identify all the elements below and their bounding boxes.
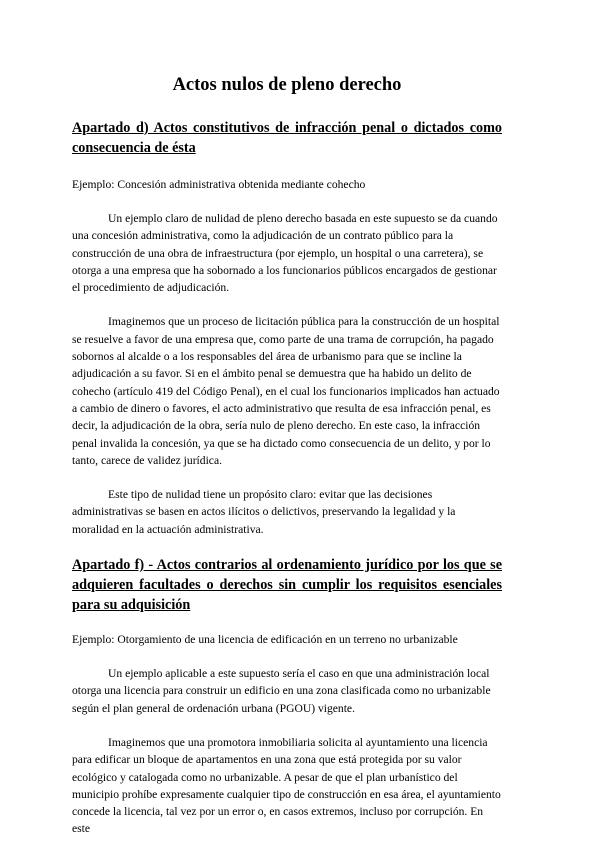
section-apartado-f — [72, 555, 502, 838]
paragraph: Un ejemplo aplicable a este supuesto sería el caso en que una administración local otorga una licencia para construir un edificio en una zona clasificada como no urbanizable según el plan general de ordenación urbana (PGOU) vigente. — [72, 667, 491, 715]
example-line: Ejemplo: Otorgamiento de una licencia de edificación en un terreno no urbanizable — [72, 633, 458, 647]
section-apartado-d — [72, 118, 502, 538]
section-heading: Apartado f) - Actos contrarios al ordenamiento jurídico por los que se adquieren facultades o derechos sin cumplir los requisitos esenciales para su adquisición — [72, 557, 502, 614]
example-line: Ejemplo: Concesión administrativa obtenida mediante cohecho — [72, 178, 366, 191]
paragraph: Este tipo de nulidad tiene un propósito claro: evitar que las decisiones administrativas se basen en actos ilícitos o delictivos, preservando la legalidad y la moralidad en la actuación administrativa. — [72, 488, 456, 536]
paragraph: Imaginemos que un proceso de licitación pública para la construcción de un hospital se resuelve a favor de una empresa que, como parte de una trama de corrupción, ha pagado sobornos al alcalde o a los responsables del área de urbanismo para que se incline la adjudicación a su favor. Si en el ámbito penal se demuestra que ha habido un delito de cohecho (artículo 419 del Código Penal), en el cual los funcionarios implicados han actuado a cambio de dinero o favores, el acto administrativo que resulta de esa infracción penal, es decir, la adjudicación de la obra, sería nulo de pleno derecho. En este caso, la infracción penal invalida la concesión, ya que se ha dictado como consecuencia de un delito, y por lo tanto, carece de validez jurídica. — [72, 315, 500, 467]
section-heading: Apartado d) Actos constitutivos de infracción penal o dictados como consecuencia de ésta — [72, 120, 502, 156]
page-title: Actos nulos de pleno derecho — [172, 75, 402, 95]
paragraph: Imaginemos que una promotora inmobiliaria solicita al ayuntamiento una licencia para edificar un bloque de apartamentos en una zona que está protegida por su valor ecológico y catalogada como no urbanizable. A pesar de que el plan urbanístico del municipio prohíbe expresamente cualquier tipo de construcción en esa área, el ayuntamiento concede la licencia, tal vez por un error o, en casos extremos, incluso por corrupción. En este — [72, 735, 501, 836]
paragraph: Un ejemplo claro de nulidad de pleno derecho basada en este supuesto se da cuando una concesión administrativa, como la adjudicación de un contrato público para la construcción de una obra de infraestructura (por ejemplo, un hospital o una carretera), se otorga a una empresa que ha sobornado a los funcionarios públicos encargados de gestionar el procedimiento de adjudicación. — [72, 212, 498, 295]
